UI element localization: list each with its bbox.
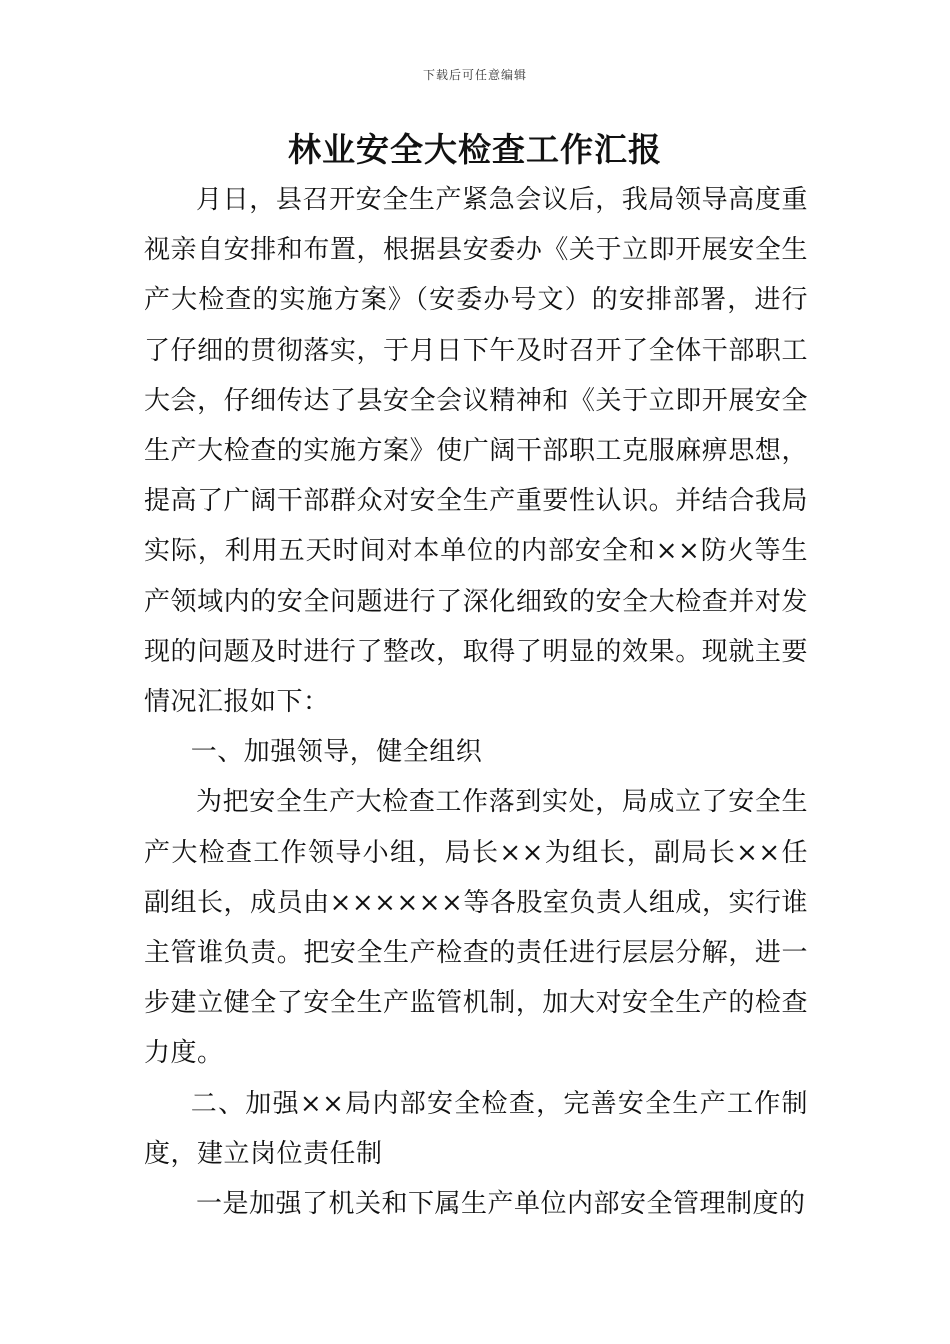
- section-heading-2: 二、加强××局内部安全检查，完善安全生产工作制度，建立岗位责任制: [144, 1088, 808, 1169]
- section-heading-1: 一、加强领导，健全组织: [190, 737, 483, 768]
- paragraph-section-1: 为把安全生产大检查工作落到实处，局成立了安全生产大检查工作领导小组，局长××为组长，副局长××任副组长，成员由××××××等各股室负责人组成，实行谁主管谁负责。把安全生产检查的责任进行层层分解，进一步建立健全了安全生产监管机制，加大对安全生产的检查力度。: [144, 787, 808, 1069]
- document-title: 林业安全大检查工作汇报: [288, 130, 662, 169]
- paragraph-intro: 月日，县召开安全生产紧急会议后，我局领导高度重视亲自安排和布置，根据县安委办《关于立即开展安全生产大检查的实施方案》（安委办号文）的安排部署，进行了仔细的贯彻落实，于月日下午及时召开了全体干部职工大会，仔细传达了县安全会议精神和《关于立即开展安全生产大检查的实施方案》使广阔干部职工克服麻痹思想，提高了广阔干部群众对安全生产重要性认识。并结合我局实际，利用五天时间对本单位的内部安全和××防火等生产领域内的安全问题进行了深化细致的安全大检查并对发现的问题及时进行了整改，取得了明显的效果。现就主要情况汇报如下：: [144, 185, 808, 718]
- header-note: 下载后可任意编辑: [422, 68, 527, 82]
- paragraph-section-2: 一是加强了机关和下属生产单位内部安全管理制度的: [196, 1189, 806, 1220]
- document-body: [144, 175, 808, 1229]
